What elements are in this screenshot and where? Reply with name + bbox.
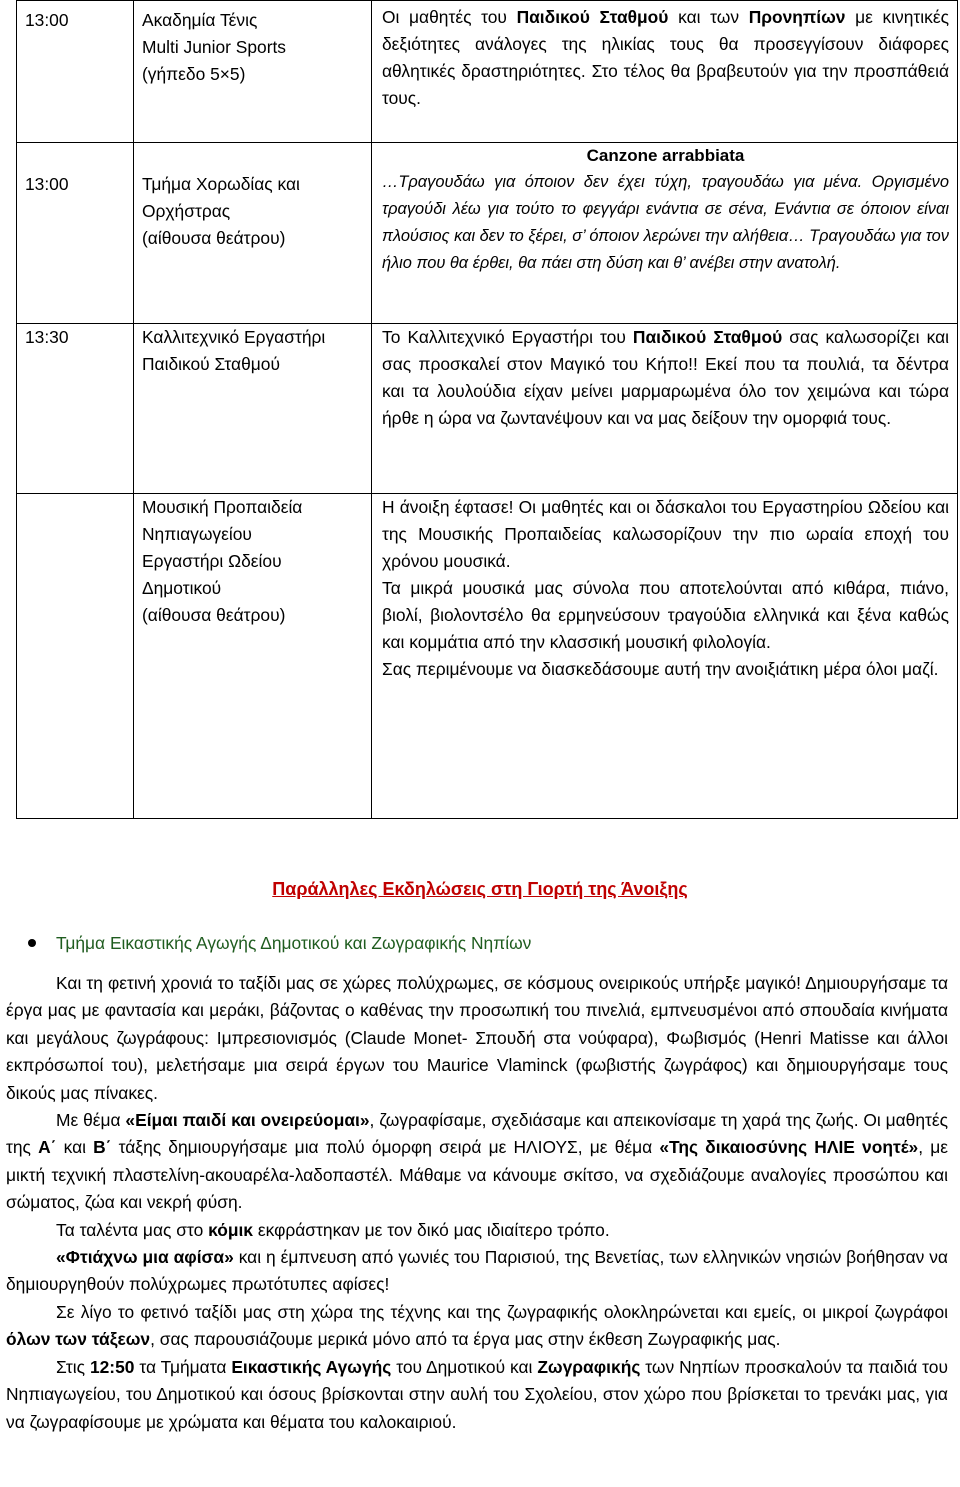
- paragraph: Και τη φετινή χρονιά το ταξίδι μας σε χώρες πολύχρωμες, σε κόσμους ονειρικούς υπήρξε μαγικό! Δημιουργήσαμε τα έργα μας με φαντασία και μεράκι, βάζοντας ο καθένας την προσωπική του πινελιά, εμπνευσμένοι από σπουδαία κινήματα και μεγάλους ζωγράφους: Ιμπρεσιονισμός (Claude Monet- Σπουδή στα νούφαρα), Φωβισμός (Henri Matisse και άλλοι εκπρόσωποί του), μελετήσαμε μια σειρά έργων του Maurice Vlaminck (φωβιστής ζωγράφος) και δημιουργήσαμε τους δικούς μας πίνακες.: [6, 973, 948, 1103]
- activity-cell: Τμήμα Χορωδίας και Ορχήστρας (αίθουσα θεάτρου): [134, 143, 372, 324]
- time-cell: 13:00: [17, 143, 134, 324]
- body-text: [6, 970, 948, 1436]
- schedule-row: [17, 324, 958, 494]
- paragraph: Με θέμα «Είμαι παιδί και ονειρεύομαι», ζωγραφίσαμε, σχεδιάσαμε και απεικονίσαμε τη χαρά της ζωής. Οι μαθητές της Α΄ και Β΄ τάξης δημιουργήσαμε μια πολύ όμορφη σειρά με ΗΛΙΟΥΣ, με θέμα «Της δικαιοσύνης ΗΛΙΕ νοητέ», με μικτή τεχνική πλαστελίνη-ακουαρέλα-λαδοπαστέλ. Μάθαμε να κάνουμε σκίτσο, να σχεδιάζουμε αναλογίες προσώπου και σώματος, ζώα και νεκρή φύση.: [6, 1110, 949, 1213]
- paragraph: Σε λίγο το φετινό ταξίδι μας στη χώρα της τέχνης και της ζωγραφικής ολοκληρώνεται και εμείς, οι μικροί ζωγράφοι όλων των τάξεων, σας παρουσιάζουμε μερικά μόνο από τα έργα μας στην έκθεση Ζωγραφικής μας.: [6, 1301, 948, 1350]
- time-cell: 13:30: [17, 324, 134, 494]
- activity-cell: Ακαδημία Τένις Multi Junior Sports (γήπεδο 5×5): [134, 1, 372, 143]
- subsection-title: Τμήμα Εικαστικής Αγωγής Δημοτικού και Ζωγραφικής Νηπίων: [56, 933, 532, 953]
- time-cell: [17, 494, 134, 819]
- time-cell: 13:00: [17, 1, 134, 143]
- schedule-row: [17, 494, 958, 819]
- description-cell: Η άνοιξη έφτασε! Οι μαθητές και οι δάσκαλοι του Εργαστηρίου Ωδείου και της Μουσικής Προπαιδείας καλωσορίζουν την πιο ωραία εποχή του χρόνου μουσικά. Τα μικρά μουσικά μας σύνολα που αποτελούνται από κιθάρα, πιάνο, βιολί, βιολοντσέλο θα ερμηνεύσουν τραγούδια ελληνικά και ξένα καθώς και κομμάτια από την κλασσική μουσική φιλολογία. Σας περιμένουμε να διασκεδάσουμε αυτή την ανοιξιάτικη μέρα όλοι μαζί.: [372, 494, 958, 819]
- schedule-row: [17, 143, 958, 324]
- section-title: Παράλληλες Εκδηλώσεις στη Γιορτή της Άνοιξης: [272, 879, 688, 899]
- description-cell: Το Καλλιτεχνικό Εργαστήρι του Παιδικού Σταθμού σας καλωσορίζει και σας προσκαλεί στον Μαγικό του Κήπο!! Εκεί που τα πουλιά, τα δέντρα και τα λουλούδια είχαν μείνει μαρμαρωμένα όλο τον χειμώνα και τώρα ήρθε η ώρα να ζωντανέψουν και να μας δείξουν την ομορφιά τους.: [372, 324, 958, 494]
- paragraph: Τα ταλέντα μας στο κόμικ εκφράστηκαν με τον δικό μας ιδιαίτερο τρόπο.: [56, 1219, 610, 1240]
- song-lyrics: …Τραγουδάω για όποιον δεν έχει τύχη, τραγουδάω για μένα. Οργισμένο τραγούδι λέω για τούτο το φεγγάρι ενάντια σε σένα, Ενάντια σε όποιον είναι πλούσιος και δεν το ξέρει, σ’ όποιον λερώνει την αλήθεια… Τραγουδάω για τον ήλιο που θα έρθει, θα πάει στη δύση και θ’ ανέβει στην ανατολή.: [382, 173, 949, 272]
- schedule-table: [16, 0, 958, 819]
- description-cell: [372, 143, 958, 324]
- bullet-icon: [28, 939, 36, 947]
- paragraph: Στις 12:50 τα Τμήματα Εικαστικής Αγωγής του Δημοτικού και Ζωγραφικής των Νηπίων προσκαλούν τα παιδιά του Νηπιαγωγείου, του Δημοτικού και όσους βρίσκονται στην αυλή του Σχολείου, στον χώρο που βρίσκεται το τρενάκι μας, για να ζωγραφίσουμε με χρώματα και θέματα του καλοκαιριού.: [6, 1356, 948, 1432]
- activity-cell: Μουσική Προπαιδεία Νηπιαγωγείου Εργαστήρι Ωδείου Δημοτικού (αίθουσα θεάτρου): [134, 494, 372, 819]
- description-cell: Οι μαθητές του Παιδικού Σταθμού και των Προνηπίων με κινητικές δεξιότητες ανάλογες της ηλικίας τους θα προσεγγίσουν διάφορες αθλητικές δραστηριότητες. Στο τέλος θα βραβευτούν για την προσπάθειά τους.: [372, 1, 958, 143]
- schedule-row: [17, 1, 958, 143]
- song-title: Canzone arrabbiata: [586, 146, 745, 165]
- paragraph: «Φτιάχνω μια αφίσα» και η έμπνευση από γωνιές του Παρισιού, της Βενετίας, των ελληνικών νησιών βοήθησαν να δημιουργηθούν πολύχρωμες πρωτότυπες αφίσες!: [6, 1247, 948, 1295]
- activity-cell: Καλλιτεχνικό Εργαστήρι Παιδικού Σταθμού: [134, 324, 372, 494]
- subsection-heading: [28, 930, 531, 957]
